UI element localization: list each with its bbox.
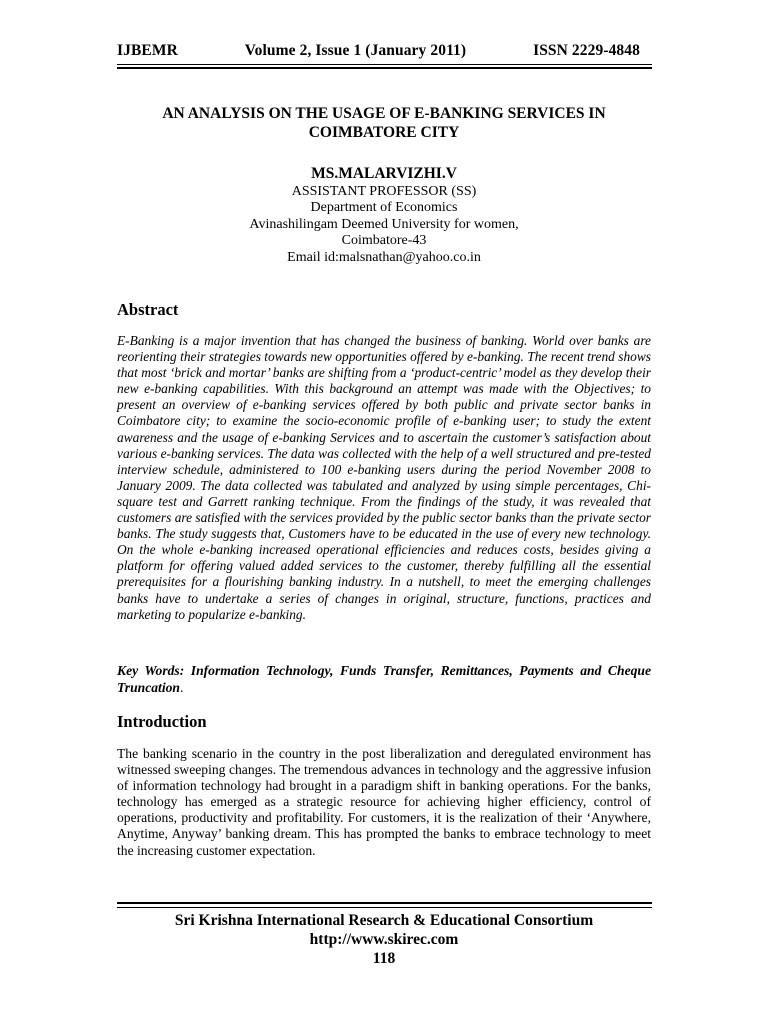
footer-rule-thin bbox=[117, 907, 652, 908]
volume-issue: Volume 2, Issue 1 (January 2011) bbox=[244, 42, 467, 59]
title-line-2: COIMBATORE CITY bbox=[308, 124, 460, 141]
paper-title bbox=[100, 104, 668, 142]
author-department: Department of Economics bbox=[310, 200, 458, 215]
author-email: Email id:malsnathan@yahoo.co.in bbox=[287, 249, 481, 265]
running-head bbox=[117, 42, 640, 60]
footer-organization: Sri Krishna International Research & Educational Consortium bbox=[174, 912, 594, 929]
author-institution: Avinashilingam Deemed University for women, bbox=[249, 216, 519, 232]
author-name: MS.MALARVIZHI.V bbox=[311, 165, 457, 182]
author-block bbox=[100, 166, 668, 266]
journal-name: IJBEMR bbox=[117, 42, 178, 59]
title-line-1: AN ANALYSIS ON THE USAGE OF E-BANKING SERVICES IN bbox=[162, 105, 606, 122]
author-city: Coimbatore-43 bbox=[341, 233, 427, 248]
header-rule-thick bbox=[117, 67, 652, 69]
issn: ISSN 2229-4848 bbox=[533, 42, 640, 59]
page-number: 118 bbox=[372, 950, 396, 967]
abstract-text: E-Banking is a major invention that has changed the business of banking. World over banks are reorienting their strategies towards new opportunities offered by e-banking. The recent trend shows that most ‘brick and mortar’ banks are shifting from a ‘product-centric’ model as they develop their new e-banking capabilities. With this background an attempt was made with the Objectives; to present an overview of e-banking services offered by both public and private sector banks in Coimbatore city; to examine the socio-economic profile of e-banking user; to study the extent awareness and the usage of e-banking Services and to ascertain the customer’s satisfaction about various e-banking services. The data was collected with the help of a well structured and pre-tested interview schedule, administered to 100 e-banking users during the period November 2008 to January 2009. The data collected was tabulated and analyzed by using simple percentages, Chi-square test and Garrett ranking technique. From the findings of the study, it was revealed that customers are satisfied with the services provided by the public sector banks than the private sector banks. The study suggests that, Customers have to be educated in the use of every new technology. On the whole e-banking increased operational efficiencies and reduces costs, besides giving a platform for offering valued added services to the customer, thereby fulfilling all the essential prerequisites for a flourishing banking industry. In a nutshell, to meet the emerging challenges banks have to undertake a series of changes in original, structure, functions, practices and marketing to popularize e-banking. bbox=[117, 333, 651, 622]
footer-rule-thick bbox=[117, 902, 652, 904]
footer-url: http://www.skirec.com bbox=[309, 931, 459, 948]
introduction-text: The banking scenario in the country in the post liberalization and deregulated environment has witnessed sweeping changes. The tremendous advances in technology and the aggressive infusion of information technology had brought in a paradigm shift in banking operations. For the banks, technology has emerged as a strategic resource for achieving higher efficiency, control of operations, productivity and profitability. For customers, it is the realization of their ‘Anywhere, Anytime, Anyway’ banking dream. This has prompted the banks to embrace technology to meet the increasing customer expectation. bbox=[117, 746, 651, 858]
keywords bbox=[117, 662, 651, 696]
keywords-period: . bbox=[179, 680, 184, 695]
introduction-heading: Introduction bbox=[117, 712, 207, 731]
page-footer bbox=[100, 911, 668, 968]
abstract-heading: Abstract bbox=[117, 300, 179, 319]
keywords-text: Key Words: Information Technology, Funds Transfer, Remittances, Payments and Cheque Truncation bbox=[117, 663, 651, 695]
header-rule-thin bbox=[117, 64, 652, 65]
author-position: ASSISTANT PROFESSOR (SS) bbox=[291, 183, 477, 199]
